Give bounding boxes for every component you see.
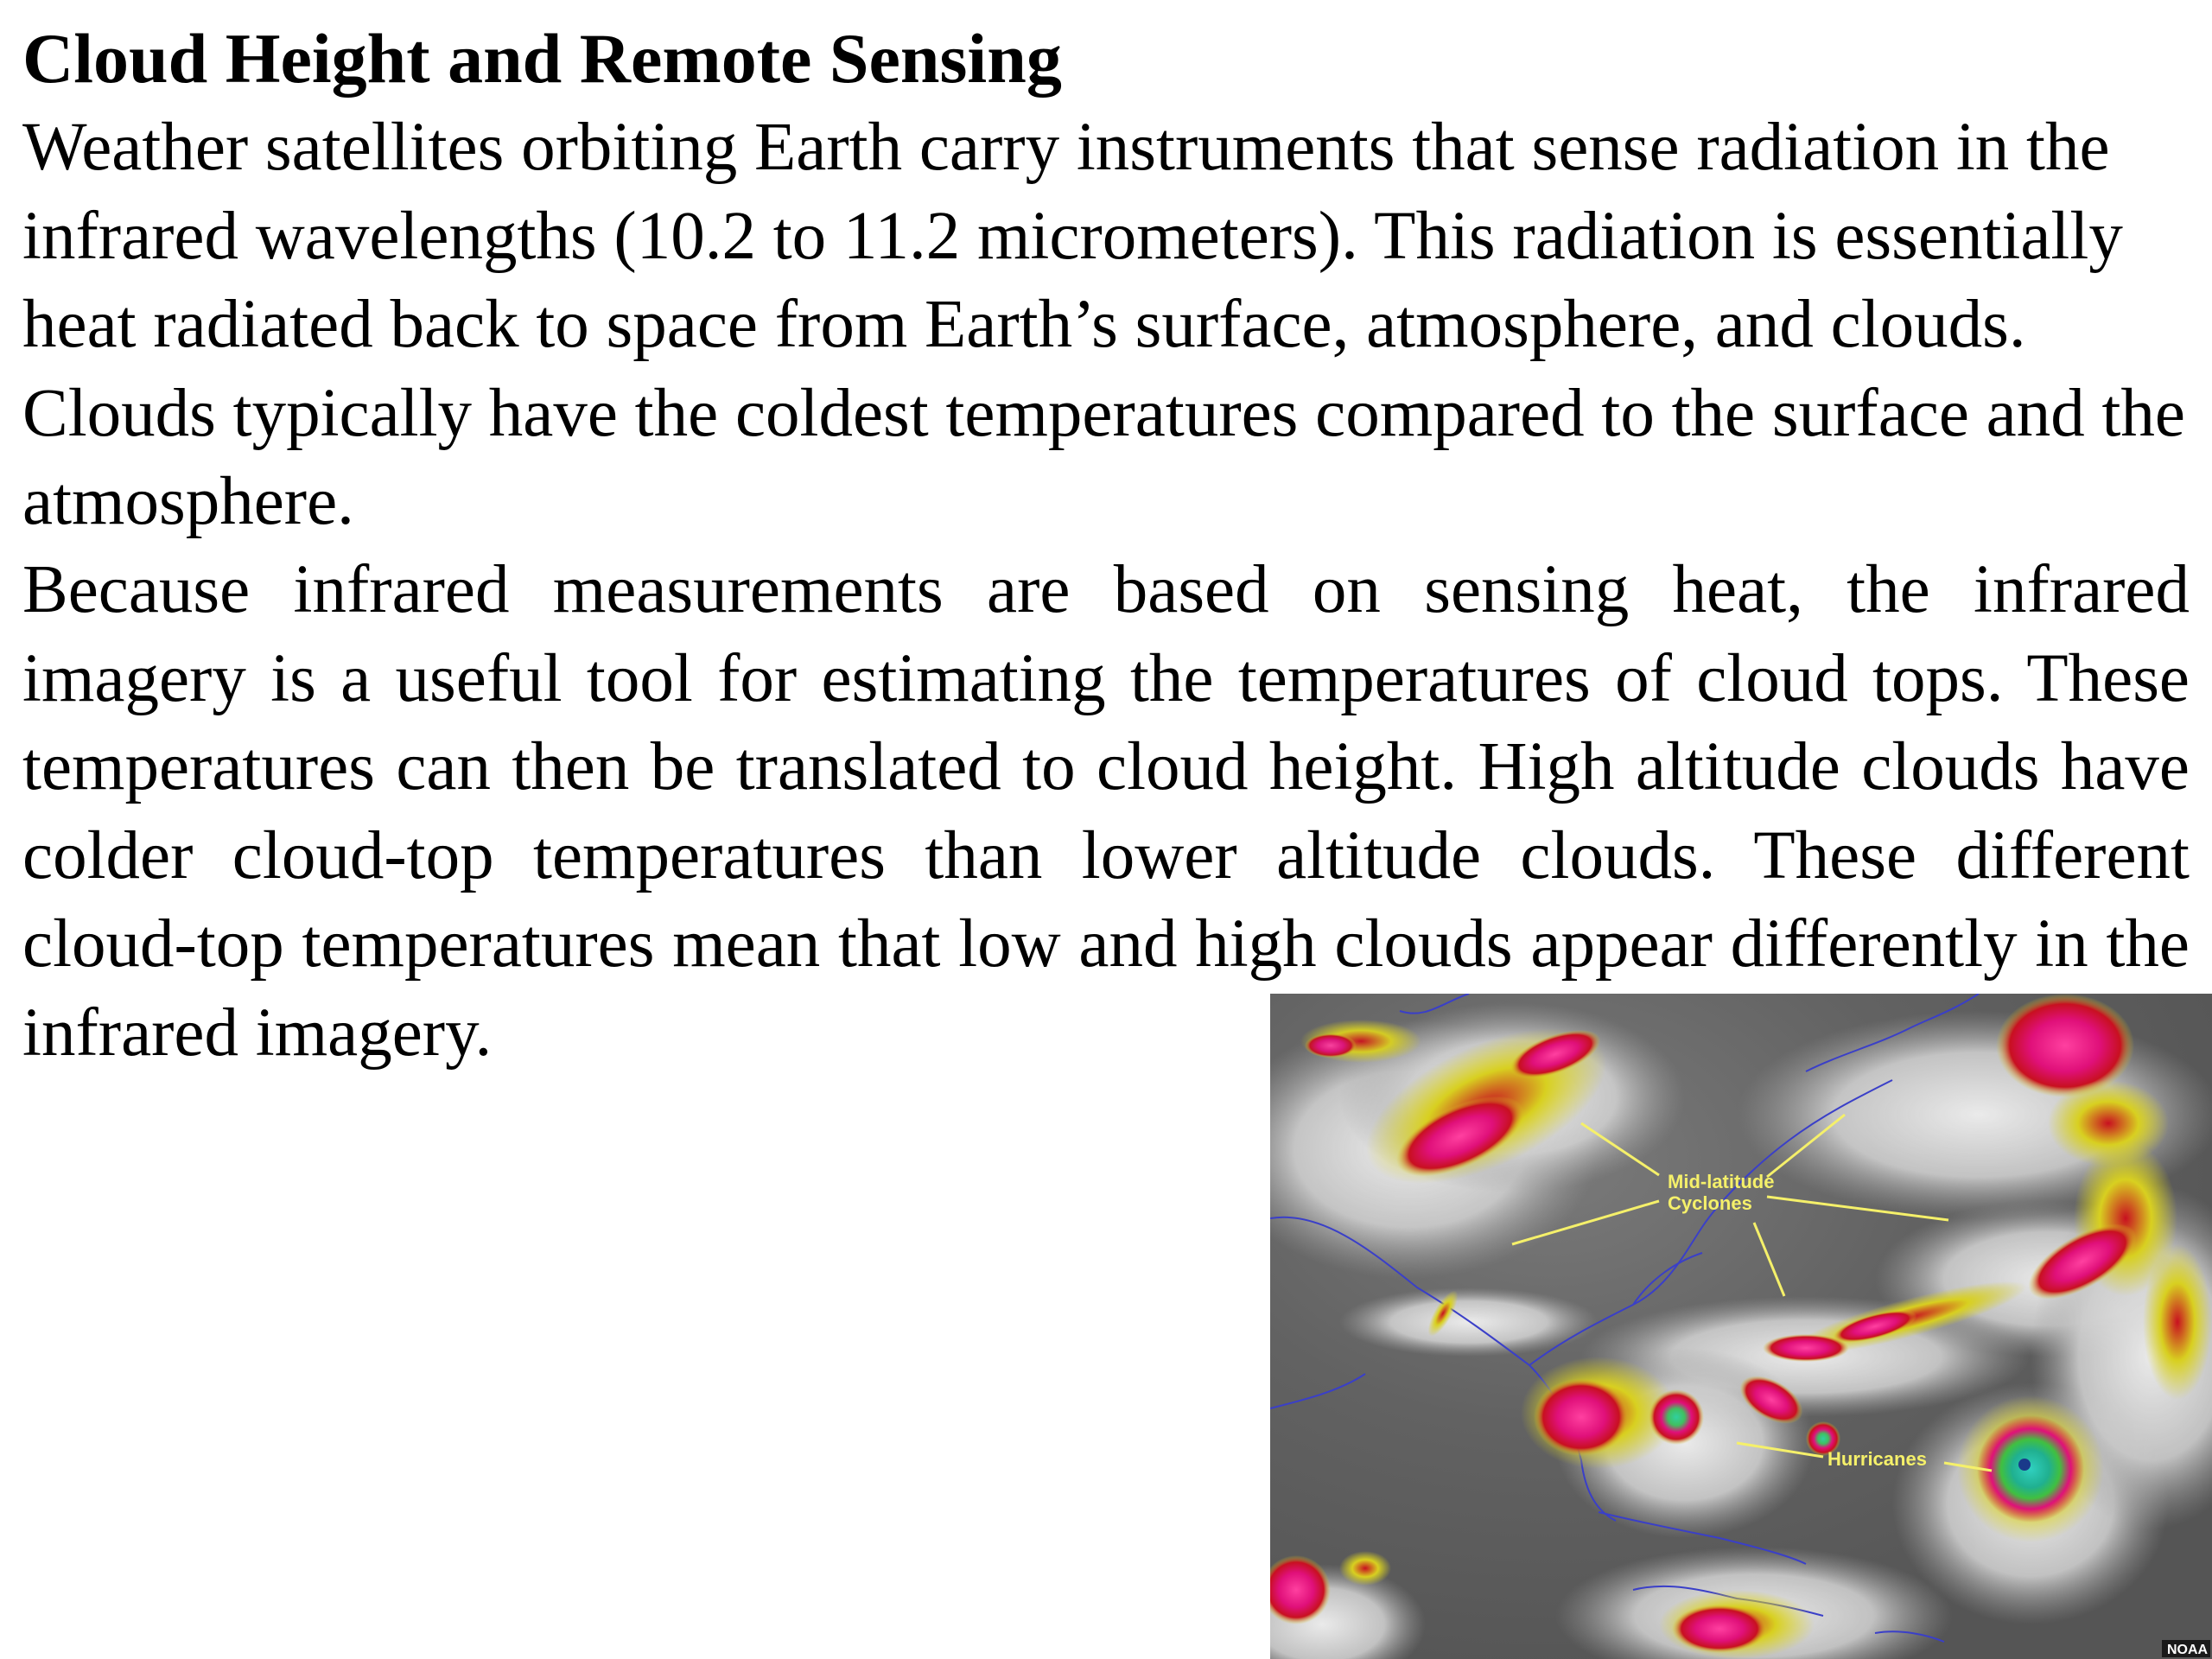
page-title: Cloud Height and Remote Sensing bbox=[22, 19, 1062, 98]
paragraph-infrared-sensing: Weather satellites orbiting Earth carry instruments that sense radiation in the infrared wavelengths (10.2 to 11.2 micrometers). This radiation is essentially heat radiated back to space from Earth’s surface, atmosphere, and clouds. Clouds typically have the coldest temperatures compared to the surface and the atmosphere. bbox=[22, 110, 2185, 539]
paragraph-cloud-top-temperatures: Because infrared measurements are based on sensing heat, the infrared imagery is a useful tool for estimating the temperatures of cloud tops. These temperatures can then be translated to cloud height. High altitude clouds have colder cloud-top temperatures than lower altitude clouds. These different cloud-top temperatures mean that low and high clouds appear differently in the infrared imagery. bbox=[22, 552, 2190, 1071]
midlatitude-cyclones-label-line2: Cyclones bbox=[1668, 1192, 1752, 1214]
storm-top-left bbox=[1300, 1020, 1421, 1063]
hurricanes-label: Hurricanes bbox=[1827, 1448, 1927, 1470]
image-credit: NOAA bbox=[2167, 1643, 2209, 1657]
infrared-satellite-image bbox=[1270, 994, 2212, 1659]
midlatitude-cyclones-label-line1: Mid-latitude bbox=[1668, 1171, 1775, 1192]
